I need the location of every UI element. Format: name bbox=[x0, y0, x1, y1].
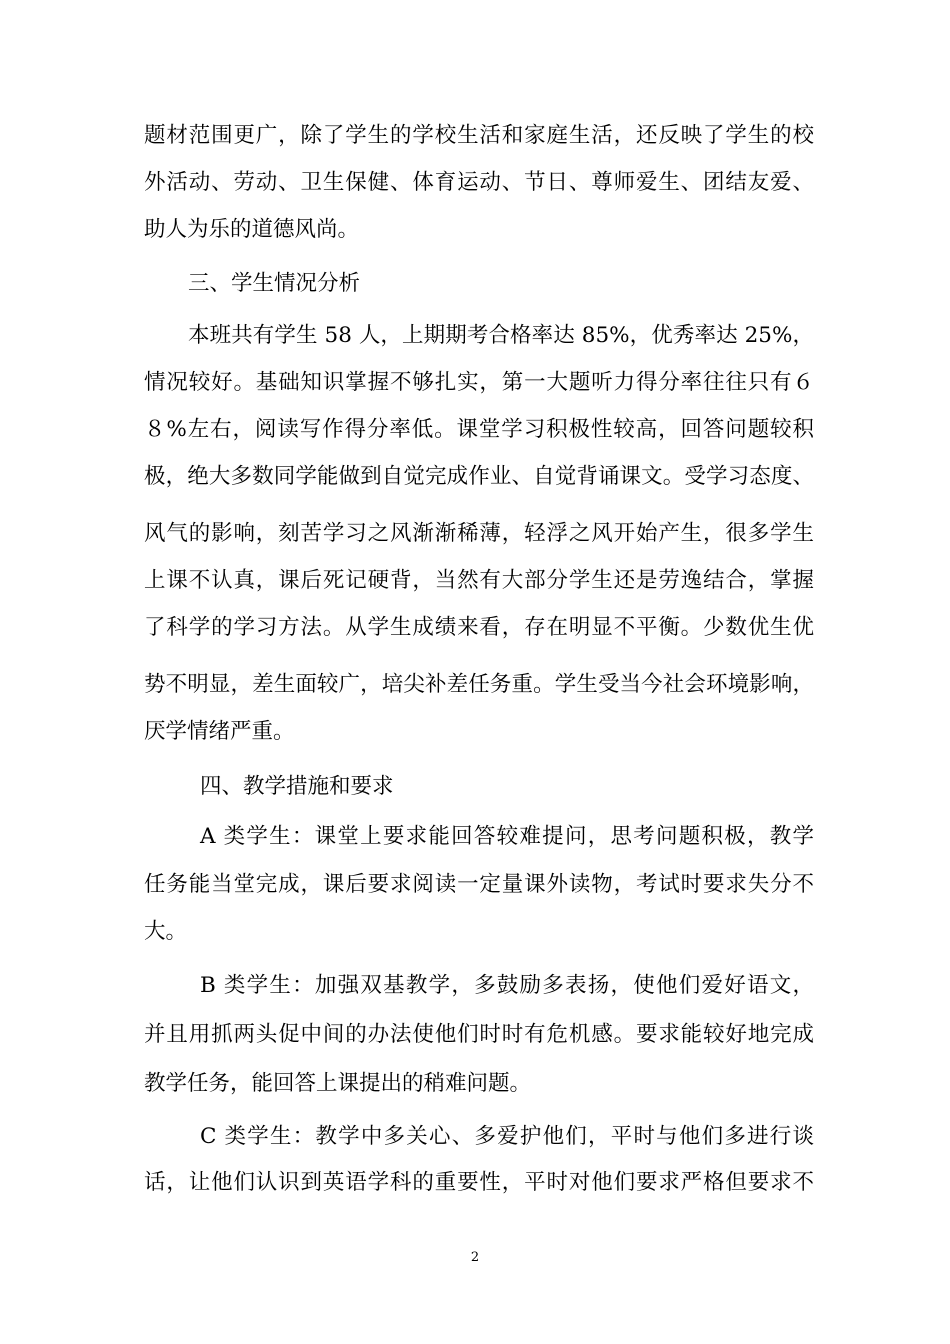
body-line: 了科学的学习方法。从学生成绩来看，存在明显不平衡。少数优生优 bbox=[144, 615, 814, 640]
body-line: B 类学生：加强双基教学，多鼓励多表扬，使他们爱好语文， bbox=[200, 973, 814, 998]
body-line: 势不明显，差生面较广，培尖补差任务重。学生受当今社会环境影响， bbox=[144, 672, 814, 697]
body-line: 大。 bbox=[144, 919, 188, 944]
body-line: 情况较好。基础知识掌握不够扎实，第一大题听力得分率往往只有６ bbox=[144, 370, 814, 395]
body-line: 本班共有学生 58 人，上期期考合格率达 85%，优秀率达 25%， bbox=[188, 323, 814, 348]
page-number: 2 bbox=[470, 1250, 480, 1265]
body-line: 外活动、劳动、卫生保健、体育运动、节日、尊师爱生、团结友爱、 bbox=[144, 170, 814, 195]
body-line: 风气的影响，刻苦学习之风渐渐稀薄，轻浮之风开始产生，很多学生 bbox=[144, 521, 814, 546]
body-line: 助人为乐的道德风尚。 bbox=[144, 217, 360, 242]
body-line: 任务能当堂完成，课后要求阅读一定量课外读物，考试时要求失分不 bbox=[144, 872, 814, 897]
section-heading: 三、学生情况分析 bbox=[188, 271, 361, 296]
body-line: 厌学情绪严重。 bbox=[144, 719, 295, 744]
body-line: 题材范围更广，除了学生的学校生活和家庭生活，还反映了学生的校 bbox=[144, 123, 814, 148]
body-line: 教学任务，能回答上课提出的稍难问题。 bbox=[144, 1071, 532, 1096]
body-line: ８%左右，阅读写作得分率低。课堂学习积极性较高，回答问题较积 bbox=[144, 417, 814, 442]
section-heading: 四、教学措施和要求 bbox=[200, 774, 394, 799]
body-line: 并且用抓两头促中间的办法使他们时时有危机感。要求能较好地完成 bbox=[144, 1022, 814, 1047]
body-line: A 类学生：课堂上要求能回答较难提问，思考问题积极，教学 bbox=[200, 824, 814, 849]
body-line: 上课不认真，课后死记硬背，当然有大部分学生还是劳逸结合，掌握 bbox=[144, 568, 814, 593]
body-line: 话，让他们认识到英语学科的重要性，平时对他们要求严格但要求不 bbox=[144, 1170, 814, 1195]
body-line: 极，绝大多数同学能做到自觉完成作业、自觉背诵课文。受学习态度、 bbox=[144, 464, 814, 489]
body-line: C 类学生：教学中多关心、多爱护他们，平时与他们多进行谈 bbox=[200, 1124, 814, 1149]
